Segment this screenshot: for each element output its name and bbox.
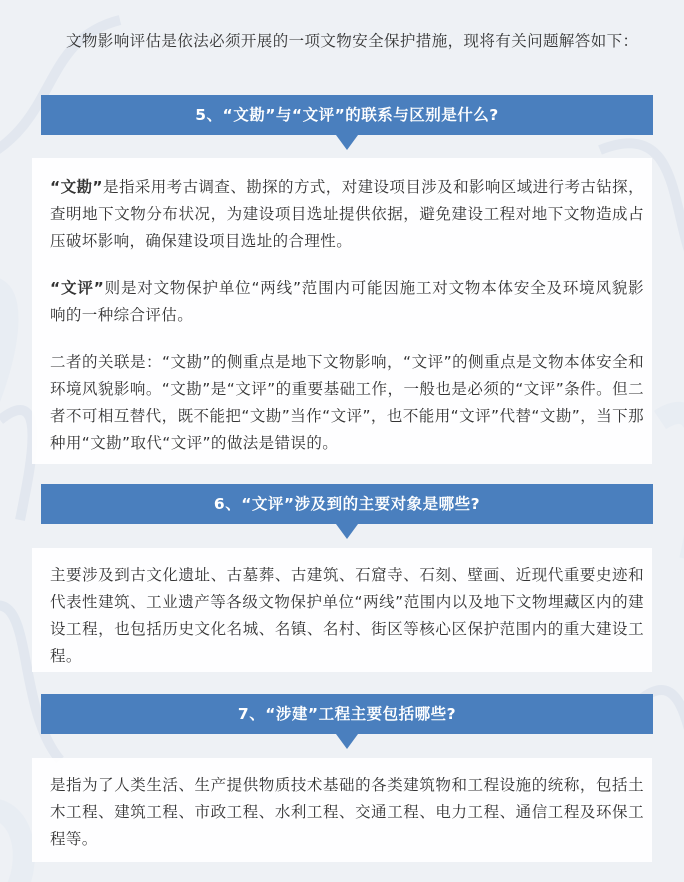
section-7-arrow-icon <box>336 734 358 749</box>
section-7-card <box>32 758 652 862</box>
section-6-paragraph-1-text: 主要涉及到古文化遗址、古墓葬、古建筑、石窟寺、石刻、壁画、近现代重要史迹和代表性建筑、工业遗产等各级文物保护单位“两线”范围内以及地下文物埋藏区内的建设工程，也包括历史文化名城、名镇、名村、街区等核心区保护范围内的重大建设工程。 <box>50 566 644 665</box>
section-6-card <box>32 548 652 672</box>
section-7-title: 7、“涉建”工程主要包括哪些? <box>237 705 457 723</box>
section-5-paragraph-1-text: 是指采用考古调查、勘探的方式，对建设项目涉及和影响区域进行考古钻探，查明地下文物分布状况，为建设项目选址提供依据，避免建设工程对地下文物造成占压破坏影响，确保建设项目选址的合理性。 <box>50 178 644 250</box>
section-5-paragraph-2-lead: “文评” <box>50 279 105 297</box>
section-5-header <box>41 95 653 135</box>
section-6-title: 6、“文评”涉及到的主要对象是哪些? <box>213 495 481 513</box>
section-5-paragraph-3 <box>50 349 644 457</box>
section-6-paragraph-1 <box>50 548 644 670</box>
section-5-arrow-icon <box>336 135 358 150</box>
section-5-paragraph-2-text: 则是对文物保护单位“两线”范围内可能因施工对文物本体安全及环境风貌影响的一种综合评估。 <box>50 279 644 324</box>
section-7-paragraph-1-text: 是指为了人类生活、生产提供物质技术基础的各类建筑物和工程设施的统称，包括土木工程、建筑工程、市政工程、水利工程、交通工程、电力工程、通信工程及环保工程等。 <box>50 776 644 848</box>
section-5-paragraph-2 <box>50 275 644 329</box>
section-7-header <box>41 694 653 734</box>
section-7-paragraph-1 <box>50 758 644 853</box>
section-5-paragraph-1 <box>50 158 644 255</box>
intro-paragraph: 文物影响评估是依法必须开展的一项文物安全保护措施，现将有关问题解答如下： <box>66 31 639 50</box>
section-5-paragraph-3-text: 二者的关联是：“文勘”的侧重点是地下文物影响，“文评”的侧重点是文物本体安全和环境风貌影响。“文勘”是“文评”的重要基础工作，一般也是必须的“文评”条件。但二者不可相互替代，既不能把“文勘”当作“文评”，也不能用“文评”代替“文勘”，当下那种用“文勘”取代“文评”的做法是错误的。 <box>50 353 644 452</box>
section-5-card <box>32 158 652 464</box>
section-6-header <box>41 484 653 524</box>
section-5-title: 5、“文勘”与“文评”的联系与区别是什么? <box>195 106 499 124</box>
section-6-arrow-icon <box>336 524 358 539</box>
section-5-paragraph-1-lead: “文勘” <box>50 178 104 196</box>
